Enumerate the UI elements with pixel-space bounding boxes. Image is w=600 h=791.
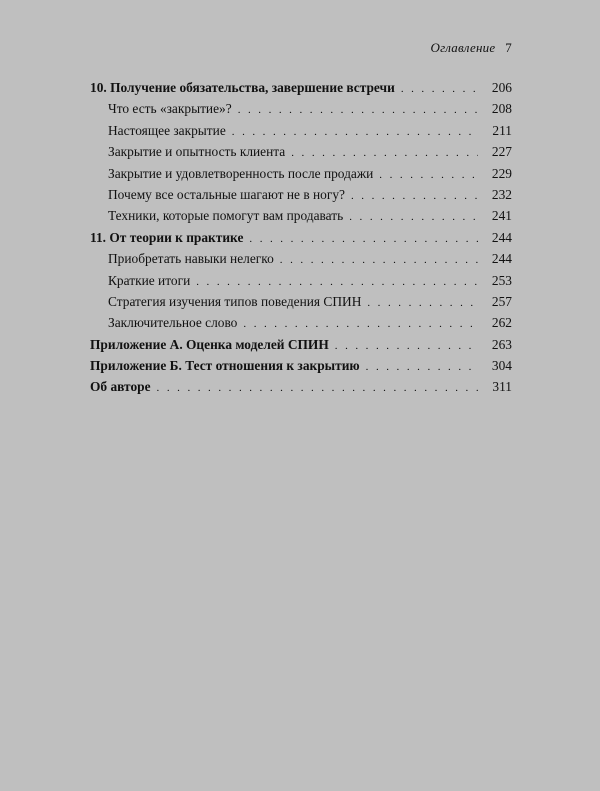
dot-leader	[249, 233, 478, 245]
dot-leader	[335, 340, 478, 352]
dot-leader	[349, 211, 478, 223]
toc-entry-page: 257	[491, 293, 512, 309]
dot-leader	[280, 254, 478, 266]
toc-entry-title: Заключительное слово	[108, 315, 238, 331]
toc-section-entry	[90, 144, 512, 165]
toc-chapter-entry	[90, 337, 512, 358]
toc-entry-title: Почему все остальные шагают не в ногу?	[108, 186, 345, 202]
toc-entry-page: 227	[491, 144, 512, 160]
toc-section-entry	[90, 208, 512, 229]
toc-section-entry	[90, 123, 512, 144]
toc-entry-title: Что есть «закрытие»?	[108, 101, 232, 117]
toc-entry-title: Настоящее закрытие	[108, 122, 226, 138]
dot-leader	[232, 126, 478, 138]
dot-leader	[196, 276, 478, 288]
toc-entry-page: 311	[492, 379, 512, 395]
toc-entry-title: Приобретать навыки нелегко	[108, 251, 274, 267]
toc-entry-title: Приложение А. Оценка моделей СПИН	[90, 336, 329, 352]
dot-leader	[351, 190, 478, 202]
toc-entry-page: 262	[491, 315, 512, 331]
toc-section-entry	[90, 294, 512, 315]
toc-entry-title: Краткие итоги	[108, 272, 191, 288]
dot-leader	[366, 361, 478, 373]
toc-entry-page: 211	[492, 122, 512, 138]
toc-section-entry	[90, 101, 512, 122]
running-header	[431, 40, 512, 56]
toc-entry-title: Техники, которые помогут вам продавать	[108, 208, 344, 224]
dot-leader	[401, 83, 478, 95]
toc-entry-page: 244	[491, 229, 512, 245]
toc-section-entry	[90, 315, 512, 336]
toc-section-entry	[90, 166, 512, 187]
running-header-title: Оглавление	[430, 40, 496, 55]
toc-entry-page: 253	[491, 272, 512, 288]
toc-entry-page: 208	[491, 101, 512, 117]
toc-chapter-entry	[90, 230, 512, 251]
table-of-contents	[90, 80, 512, 401]
toc-entry-title: Об авторе	[90, 379, 151, 395]
toc-section-entry	[90, 187, 512, 208]
page-number: 7	[505, 40, 512, 55]
dot-leader	[243, 318, 478, 330]
toc-chapter-entry	[90, 379, 512, 400]
toc-entry-page: 206	[491, 80, 512, 95]
toc-entry-title: 11. От теории к практике	[90, 229, 244, 245]
toc-entry-title: Закрытие и удовлетворенность после продажи	[108, 165, 374, 181]
dot-leader	[379, 169, 478, 181]
toc-entry-title: Закрытие и опытность клиента	[108, 144, 286, 160]
toc-entry-page: 232	[491, 186, 512, 202]
dot-leader	[238, 104, 478, 116]
toc-entry-page: 244	[491, 251, 512, 267]
toc-chapter-entry	[90, 80, 512, 101]
dot-leader	[157, 382, 478, 394]
toc-section-entry	[90, 273, 512, 294]
toc-chapter-entry	[90, 358, 512, 379]
toc-entry-page: 241	[491, 208, 512, 224]
toc-entry-page: 304	[491, 358, 512, 374]
toc-entry-title: Стратегия изучения типов поведения СПИН	[108, 293, 362, 309]
toc-entry-title: 10. Получение обязательства, завершение встречи	[90, 80, 395, 95]
toc-entry-title: Приложение Б. Тест отношения к закрытию	[90, 358, 360, 374]
toc-entry-page: 229	[491, 165, 512, 181]
toc-section-entry	[90, 251, 512, 272]
toc-entry-page: 263	[491, 336, 512, 352]
dot-leader	[367, 297, 478, 309]
dot-leader	[291, 147, 478, 159]
